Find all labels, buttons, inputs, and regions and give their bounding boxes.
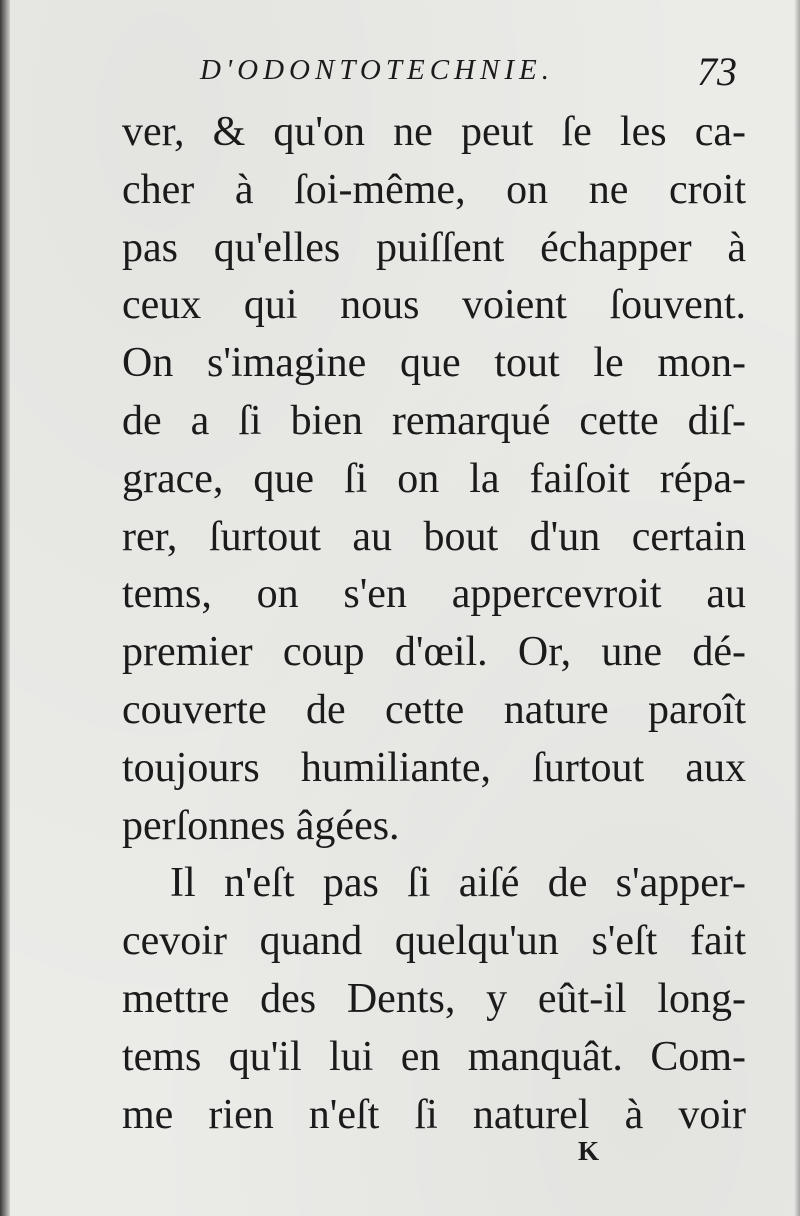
- text-line: ceux qui nous voient ſouvent.: [122, 282, 746, 329]
- text-line: cher à ſoi-même, on ne croit: [122, 166, 746, 213]
- text-line: grace, que ſi on la faiſoit répa-: [122, 455, 746, 502]
- text-line: On s'imagine que tout le mon-: [122, 340, 746, 387]
- text-line: me rien n'eſt ſi naturel à voir: [122, 1091, 746, 1138]
- text-line: Il n'eſt pas ſi aiſé de s'apper-: [170, 860, 746, 907]
- text-line: premier coup d'œil. Or, une dé-: [122, 629, 746, 676]
- text-line: couverte de cette nature paroît: [122, 686, 746, 733]
- page-edge-shadow-right: [794, 0, 800, 1216]
- page-header: [200, 48, 745, 96]
- body-text: [122, 104, 746, 1144]
- text-line: tems, on s'en appercevroit au: [122, 571, 746, 618]
- text-line: mettre des Dents, y eût-il long-: [122, 975, 746, 1022]
- text-line: ver, & qu'on ne peut ſe les ca-: [122, 109, 746, 155]
- page-number: 73: [697, 49, 737, 94]
- signature-mark: K: [578, 1136, 601, 1166]
- text-line: perſonnes âgées.: [122, 802, 400, 849]
- text-line: rer, ſurtout au bout d'un certain: [122, 513, 746, 560]
- text-line: toujours humiliante, ſurtout aux: [122, 744, 746, 791]
- text-line: de a ſi bien remarqué cette diſ-: [122, 397, 746, 444]
- text-line: tems qu'il lui en manquât. Com-: [122, 1033, 746, 1080]
- running-head: D'ODONTOTECHNIE.: [200, 54, 554, 86]
- page-edge-shadow-left: [0, 0, 10, 1216]
- text-line: pas qu'elles puiſſent échapper à: [122, 224, 746, 271]
- text-line: cevoir quand quelqu'un s'eſt fait: [122, 918, 746, 965]
